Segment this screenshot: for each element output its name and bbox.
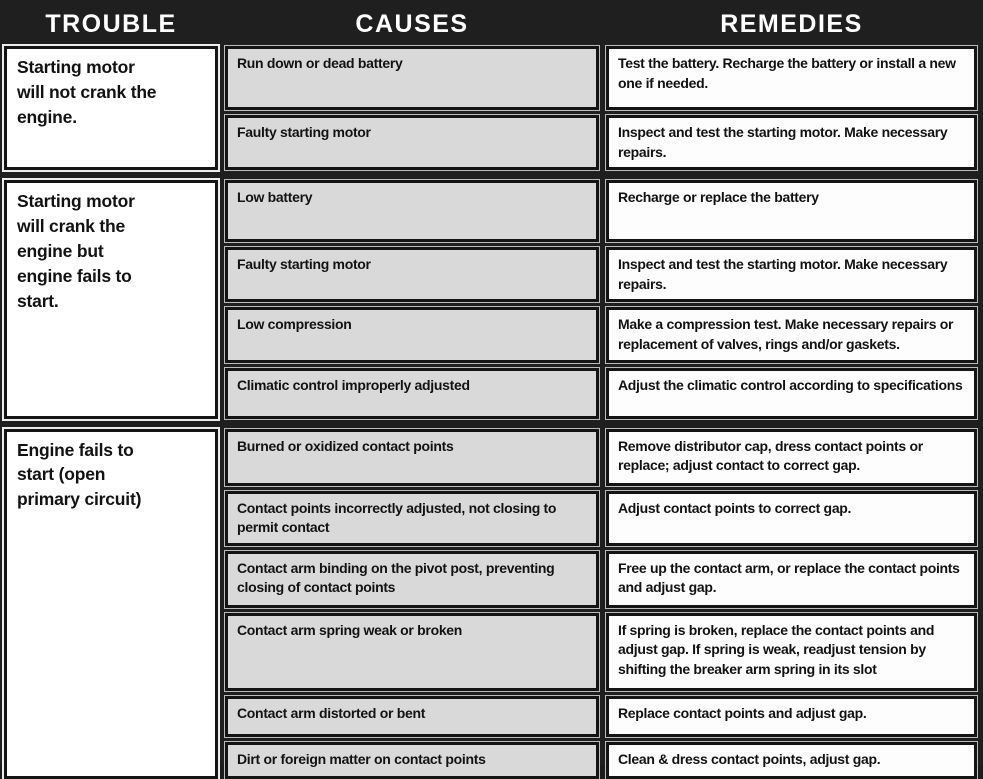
cause-cell: Faulty starting motor — [225, 247, 599, 302]
remedy-cell: Clean & dress contact points, adjust gap. — [606, 742, 977, 779]
cause-cell: Low battery — [225, 180, 599, 242]
column-header-trouble: TROUBLE — [45, 9, 177, 38]
cause-cell: Faulty starting motor — [225, 115, 599, 170]
remedy-cell: Remove distributor cap, dress contact points or replace; adjust contact to correct gap. — [606, 429, 977, 486]
section-open-primary-circuit — [4, 429, 977, 779]
remedy-cell: Recharge or replace the battery — [606, 180, 977, 242]
section-motor-will-not-crank — [4, 46, 977, 170]
remedy-cell: If spring is broken, replace the contact points and adjust gap. If spring is weak, readjust tension by shifting the breaker arm spring in its slot — [606, 613, 977, 691]
section-cranks-but-fails-to-start — [4, 180, 977, 418]
remedy-cell: Free up the contact arm, or replace the contact points and adjust gap. — [606, 551, 977, 608]
cause-cell: Contact points incorrectly adjusted, not closing to permit contact — [225, 491, 599, 546]
cause-cell: Contact arm spring weak or broken — [225, 613, 599, 691]
cause-cell: Contact arm distorted or bent — [225, 696, 599, 737]
remedy-cell: Inspect and test the starting motor. Make necessary repairs. — [606, 247, 977, 302]
remedy-cell: Make a compression test. Make necessary repairs or replacement of valves, rings and/or gaskets. — [606, 307, 977, 362]
remedy-cell: Replace contact points and adjust gap. — [606, 696, 977, 737]
cause-cell: Low compression — [225, 307, 599, 362]
trouble-cell: Starting motor will not crank the engine. — [4, 46, 218, 170]
column-header-remedies: REMEDIES — [720, 9, 863, 38]
cause-cell: Burned or oxidized contact points — [225, 429, 599, 486]
column-header-causes: CAUSES — [355, 9, 469, 38]
table-header-row — [4, 0, 977, 46]
remedy-cell: Adjust contact points to correct gap. — [606, 491, 977, 546]
cause-cell: Run down or dead battery — [225, 46, 599, 110]
remedy-cell: Inspect and test the starting motor. Make necessary repairs. — [606, 115, 977, 170]
cause-cell: Climatic control improperly adjusted — [225, 368, 599, 419]
trouble-cell: Starting motor will crank the engine but engine fails to start. — [4, 180, 218, 418]
remedy-cell: Adjust the climatic control according to specifications — [606, 368, 977, 419]
cause-cell: Dirt or foreign matter on contact points — [225, 742, 599, 779]
cause-cell: Contact arm binding on the pivot post, preventing closing of contact points — [225, 551, 599, 608]
trouble-cell: Engine fails to start (open primary circuit) — [4, 429, 218, 779]
remedy-cell: Test the battery. Recharge the battery or install a new one if needed. — [606, 46, 977, 110]
